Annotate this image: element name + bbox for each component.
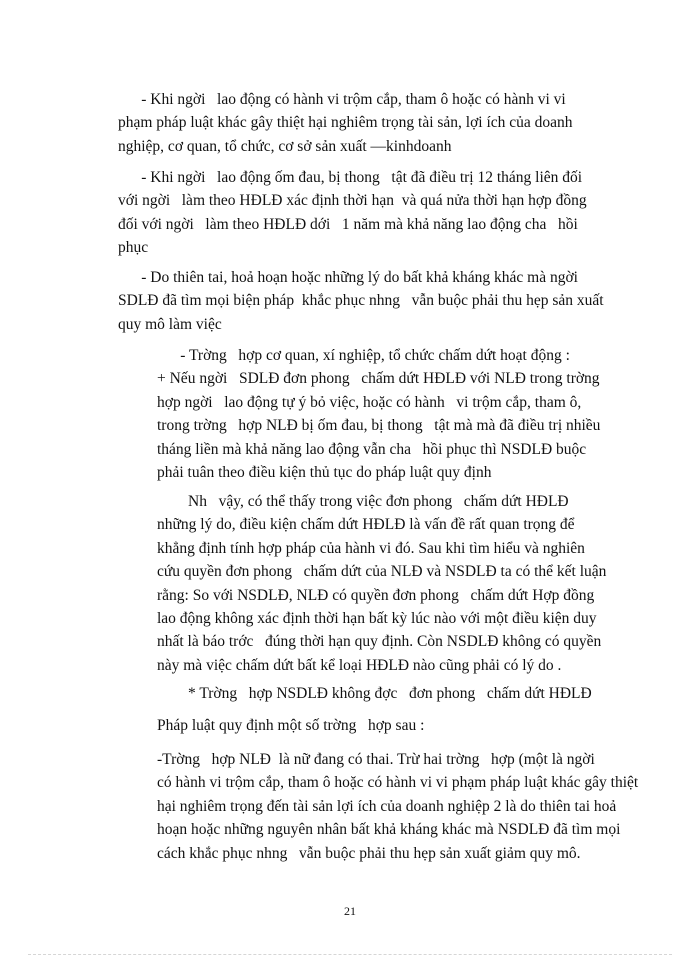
text-line: nhất là báo trớc đúng thời hạn quy định. Còn NSDLĐ không có quyền <box>157 633 602 651</box>
text-line: tháng liền mà khả năng lao động vẫn cha hồi phục thì NSDLĐ buộc <box>157 440 587 458</box>
text-line: - Khi ngời lao động có hành vi trộm cắp, tham ô hoặc có hành vi vi <box>118 91 566 108</box>
text-line: + Nếu ngời SDLĐ đơn phong chấm dứt HĐLĐ với NLĐ trong trờng <box>157 370 600 388</box>
paragraph-pregnancy-case <box>157 748 638 865</box>
text-line: này mà việc chấm dứt bất kể loại HĐLĐ nào cũng phải có lý do . <box>157 656 562 674</box>
text-line: cứu quyền đơn phong chấm dứt của NLĐ và NSDLĐ ta có thể kết luận <box>157 563 607 581</box>
text-line: nghiệp, cơ quan, tổ chức, cơ sở sản xuất —kinhdoanh <box>118 137 452 155</box>
text-line: hại nghiêm trọng đến tài sản lợi ích của doanh nghiệp 2 là do thiên tai hoả <box>157 797 617 815</box>
text-line: - Do thiên tai, hoả hoạn hoặc những lý do bất khả kháng khác mà ngời <box>118 269 578 286</box>
text-line: phục <box>118 239 149 257</box>
page-number: 21 <box>344 904 356 918</box>
text-line: hợp ngời lao động tự ý bỏ việc, hoặc có hành vi trộm cắp, tham ô, <box>157 393 582 411</box>
paragraph-organization-termination <box>157 344 638 484</box>
paragraph-conclusion <box>157 490 638 677</box>
text-line: -Trờng hợp NLĐ là nữ đang có thai. Trừ hai trờng hợp (một là ngời <box>157 751 595 768</box>
text-line: phạm pháp luật khác gây thiệt hại nghiêm trọng tài sản, lợi ích của doanh <box>118 114 573 132</box>
text-line: những lý do, điều kiện chấm dứt HĐLĐ là vấn đề rất quan trọng để <box>157 516 575 534</box>
text-line: - Khi ngời lao động ốm đau, bị thong tật đã điều trị 12 tháng liên đối <box>118 169 583 186</box>
text-line: cách khắc phục nhng vẫn buộc phải thu hẹp sản xuất giảm quy mô. <box>157 844 581 862</box>
text-line: rằng: So với NSDLĐ, NLĐ có quyền đơn phong chấm dứt Hợp đồng <box>157 586 595 604</box>
text-line: * Trờng hợp NSDLĐ không đợc đơn phong chấm dứt HĐLĐ <box>157 685 592 702</box>
text-line: lao động không xác định thời hạn bất kỳ lúc nào với một điều kiện duy <box>157 610 597 628</box>
text-line: SDLĐ đã tìm mọi biện pháp khắc phục nhng vẫn buộc phải thu hẹp sản xuất <box>118 292 604 310</box>
paragraph-theft-case <box>118 88 638 158</box>
text-line: phải tuân theo điều kiện thủ tục do pháp luật quy định <box>157 464 492 482</box>
paragraph-illness-case <box>118 166 638 260</box>
text-line: có hành vi trộm cắp, tham ô hoặc có hành vi vi phạm pháp luật khác gây thiệt <box>157 774 639 792</box>
text-line: khẳng định tính hợp pháp của hành vi đó. Sau khi tìm hiểu và nghiên <box>157 539 585 557</box>
paragraph-subheading <box>157 682 638 705</box>
text-line: quy mô làm việc <box>118 315 222 333</box>
text-line: Nh vậy, có thể thấy trong việc đơn phong chấm dứt HĐLĐ <box>157 493 569 510</box>
text-line: với ngời làm theo HĐLĐ xác định thời hạn và quá nửa thời hạn hợp đồng <box>118 192 587 210</box>
page-bottom-divider <box>28 954 672 955</box>
text-line: Pháp luật quy định một số trờng hợp sau : <box>157 717 425 734</box>
paragraph-force-majeure <box>118 266 638 336</box>
text-line: trong trờng hợp NLĐ bị ốm đau, bị thong tật mà mà đã điều trị nhiều <box>157 417 601 435</box>
text-line: - Trờng hợp cơ quan, xí nghiệp, tổ chức chấm dứt hoạt động : <box>157 347 570 364</box>
paragraph-law-intro <box>157 714 638 737</box>
text-line: hoạn hoặc những nguyên nhân bất khả kháng khác mà NSDLĐ đã tìm mọi <box>157 821 621 839</box>
text-line: đối với ngời làm theo HĐLĐ dới 1 năm mà khả năng lao động cha hồi <box>118 215 578 233</box>
